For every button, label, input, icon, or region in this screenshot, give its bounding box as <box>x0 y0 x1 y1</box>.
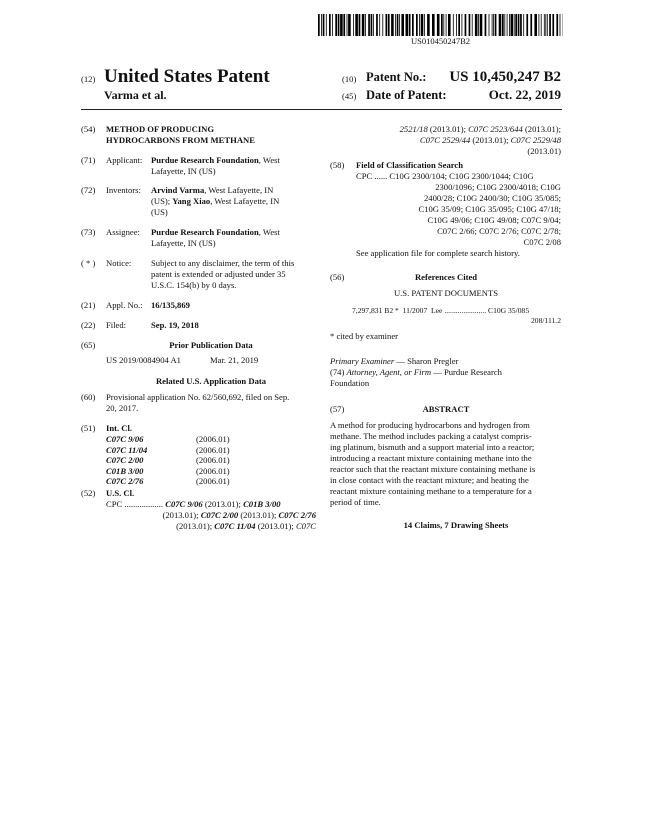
ref-class-2: 208/111.2 <box>530 316 561 325</box>
prior-pub-heading: Prior Publication Data <box>169 340 253 350</box>
field-search-line: C10G 35/09; C10G 35/095; C10G 47/18; <box>418 204 561 214</box>
field-51-num: (51) <box>81 423 96 433</box>
abstract-line: reactor such that the reactant mixture containing methane is <box>330 464 536 474</box>
int-cl-code: C01B 3/00 <box>106 465 144 476</box>
notice-line-1: Subject to any disclaimer, the term of this <box>151 258 295 268</box>
abstract-line: A method for producing hydrocarbons and hydrogen from <box>330 420 530 430</box>
inventor-2-rest: , West Lafayette, IN <box>210 196 280 206</box>
title-line-2: HYDROCARBONS FROM METHANE <box>106 135 255 145</box>
field-73-num: (73) <box>81 227 96 237</box>
claims-summary: 14 Claims, 7 Drawing Sheets <box>403 520 509 530</box>
int-cl-row <box>106 455 316 466</box>
prior-pub-number: US 2019/0084904 A1 <box>106 355 181 365</box>
int-cl-version: (2006.01) <box>196 465 230 476</box>
field-54-num: (54) <box>81 124 96 134</box>
notice-num: ( * ) <box>81 258 96 268</box>
field-21-num: (21) <box>81 300 96 310</box>
field-65-num: (65) <box>81 340 96 350</box>
header-divider <box>81 109 562 110</box>
us-cl-date-5: (2013.01); <box>255 521 296 531</box>
int-cl-row <box>106 445 316 456</box>
assignee-label: Assignee: <box>106 227 140 237</box>
us-cl-code-6: C07C <box>295 521 316 531</box>
patent-no-label: Patent No.: <box>366 70 427 84</box>
notice-line-3: U.S.C. 154(b) by 0 days. <box>151 280 237 290</box>
applicant-name: Purdue Research Foundation <box>151 155 259 165</box>
reference-row <box>352 306 529 316</box>
inventors-line-2 <box>151 196 316 207</box>
date-label: Date of Patent: <box>366 88 447 102</box>
ref-date: 11/2007 <box>402 306 428 315</box>
notice-line-2: patent is extended or adjusted under 35 <box>151 269 286 279</box>
attorney-label: Attorney, Agent, or Firm <box>346 367 432 377</box>
abstract-line: introducing a reactant mixture containing methane into the <box>330 453 532 463</box>
field-58-num: (58) <box>330 160 345 170</box>
inventor-2-name: Yang Xiao <box>172 196 211 206</box>
us-cl-date-4: (2013.01); <box>176 521 215 531</box>
primary-examiner <box>330 356 458 367</box>
barcode <box>318 14 563 36</box>
field-71-num: (71) <box>81 155 96 165</box>
int-cl-version: (2006.01) <box>196 434 230 444</box>
cpc-cont-code-1: 2521/18 <box>399 124 428 134</box>
cpc-cont-line-3: (2013.01) <box>527 146 561 156</box>
applicant-rest: , West <box>258 155 280 165</box>
attorney-line <box>330 367 502 378</box>
abstract-line: in close contact with the reactant mixture; and heating the <box>330 475 529 485</box>
field-search-line: CPC ...... C10G 2300/104; C10G 2300/1044; C10G <box>356 171 534 181</box>
provisional-line-1: Provisional application No. 62/560,692, filed on Sep. <box>106 392 290 402</box>
int-cl-row <box>106 466 316 477</box>
ref-number: 7,297,831 B2 * <box>352 306 399 315</box>
inventor-1-rest: , West Lafayette, IN <box>204 185 274 195</box>
abstract-line: reactant mixture containing methane to a temperature for a <box>330 486 532 496</box>
int-cl-version: (2006.01) <box>196 455 230 465</box>
filed-label: Filed: <box>106 320 127 330</box>
us-cl-date-3: (2013.01); <box>238 510 279 520</box>
patent-number: US 10,450,247 B2 <box>449 69 561 85</box>
doc-type-title: United States Patent <box>104 66 270 87</box>
code-10: (10) <box>342 74 357 84</box>
us-cl-code-1: C07C 9/06 <box>165 499 203 509</box>
ref-class: C10G 35/085 <box>488 306 530 315</box>
us-cl-line-1 <box>106 499 321 510</box>
cpc-cont-code-2: C07C 2523/644 <box>468 124 523 134</box>
search-history-note: See application file for complete search history. <box>356 248 520 258</box>
cpc-cont-date-3: (2013.01); <box>470 135 511 145</box>
inventor-1-name: Arvind Varma <box>151 185 205 195</box>
assignee-line-2: Lafayette, IN (US) <box>151 238 216 248</box>
related-heading: Related U.S. Application Data <box>155 376 267 386</box>
cpc-label: CPC .................. <box>106 499 164 509</box>
us-cl-date-2: (2013.01); <box>162 510 201 520</box>
field-search-line: C07C 2/08 <box>523 237 561 247</box>
attorney-num: (74) <box>330 367 345 377</box>
assignee-line-1 <box>151 227 316 238</box>
cpc-cont-line-2 <box>330 135 561 146</box>
ref-dots: ...................... <box>444 306 487 315</box>
field-72-num: (72) <box>81 185 96 195</box>
cited-by-examiner: * cited by examiner <box>330 331 399 341</box>
filed-value: Sep. 19, 2018 <box>151 320 199 330</box>
applicant-line-1 <box>151 155 316 166</box>
cpc-cont-code-3: C07C 2529/44 <box>419 135 471 145</box>
int-cl-heading: Int. Cl. <box>106 423 133 433</box>
int-cl-version: (2006.01) <box>196 476 230 486</box>
code-45: (45) <box>342 91 357 101</box>
field-56-num: (56) <box>330 272 345 282</box>
appl-no-label: Appl. No.: <box>106 300 143 310</box>
abstract-line: methane. The method includes packing a catalyst compris- <box>330 431 532 441</box>
notice-label: Notice: <box>106 258 132 268</box>
abstract-line: ing platinum, bismuth and a support material into a reactor; <box>330 442 535 452</box>
prior-pub-date: Mar. 21, 2019 <box>210 355 259 365</box>
cpc-cont-line-1 <box>330 124 561 135</box>
attorney-line-2: Foundation <box>330 378 370 388</box>
assignee-rest: , West <box>258 227 280 237</box>
applicant-label: Applicant: <box>106 155 143 165</box>
inventor-1-country: (US); <box>151 196 173 206</box>
attorney-name: — Purdue Research <box>431 367 502 377</box>
field-57-num: (57) <box>330 404 345 414</box>
patent-date: Oct. 22, 2019 <box>488 87 561 102</box>
inventors-line-1 <box>151 185 316 196</box>
field-search-line: C10G 49/06; C10G 49/08; C07C 9/04; <box>427 215 561 225</box>
inventor-short: Varma et al. <box>104 88 167 102</box>
int-cl-code: C07C 2/00 <box>106 455 144 465</box>
ref-name: Lee <box>431 306 443 315</box>
field-search-line: 2400/28; C10G 2400/30; C10G 35/085; <box>423 193 561 203</box>
int-cl-code: C07C 11/04 <box>106 444 148 455</box>
us-cl-code-2: C01B 3/00 <box>243 499 281 509</box>
cpc-cont-date-1: (2013.01); <box>427 124 469 134</box>
us-cl-code-4: C07C 2/76 <box>278 510 316 520</box>
field-search-heading: Field of Classification Search <box>356 160 464 170</box>
us-cl-date-1: (2013.01); <box>202 499 244 509</box>
assignee-name: Purdue Research Foundation <box>151 227 259 237</box>
us-cl-code-5: C07C 11/04 <box>214 521 256 531</box>
abstract-line: period of time. <box>330 497 381 507</box>
int-cl-row <box>106 434 316 445</box>
int-cl-version: (2006.01) <box>196 444 230 455</box>
applicant-line-2: Lafayette, IN (US) <box>151 166 216 176</box>
cpc-cont-date-2: (2013.01); <box>522 124 561 134</box>
field-search-line: C07C 2/66; C07C 2/76; C07C 2/78; <box>437 226 561 236</box>
barcode-number: US010450247B2 <box>410 36 471 46</box>
int-cl-code: C07C 9/06 <box>106 434 144 444</box>
kind-code-12: (12) <box>81 74 96 84</box>
field-60-num: (60) <box>81 392 96 402</box>
inventors-label: Inventors: <box>106 185 141 195</box>
references-heading: References Cited <box>414 272 478 282</box>
inventors-line-3: (US) <box>151 207 168 217</box>
us-cl-code-3: C07C 2/00 <box>200 510 239 520</box>
examiner-label: Primary Examiner <box>330 356 395 366</box>
cpc-cont-code-4: C07C 2529/48 <box>510 135 561 145</box>
us-cl-line-3 <box>106 521 316 532</box>
us-cl-heading: U.S. Cl. <box>106 488 135 498</box>
examiner-name: — Sharon Pregler <box>394 356 459 366</box>
abstract-heading: ABSTRACT <box>422 404 470 414</box>
int-cl-code: C07C 2/76 <box>106 476 144 486</box>
field-22-num: (22) <box>81 320 96 330</box>
field-52-num: (52) <box>81 488 96 498</box>
us-cl-line-2 <box>106 510 316 521</box>
us-patent-docs-heading: U.S. PATENT DOCUMENTS <box>393 288 499 298</box>
title-line-1: METHOD OF PRODUCING <box>106 124 215 134</box>
appl-no-value: 16/135,869 <box>151 300 190 310</box>
int-cl-row <box>106 476 316 487</box>
field-search-line: 2300/1096; C10G 2300/4018; C10G <box>435 182 561 192</box>
provisional-line-2: 20, 2017. <box>106 403 139 413</box>
